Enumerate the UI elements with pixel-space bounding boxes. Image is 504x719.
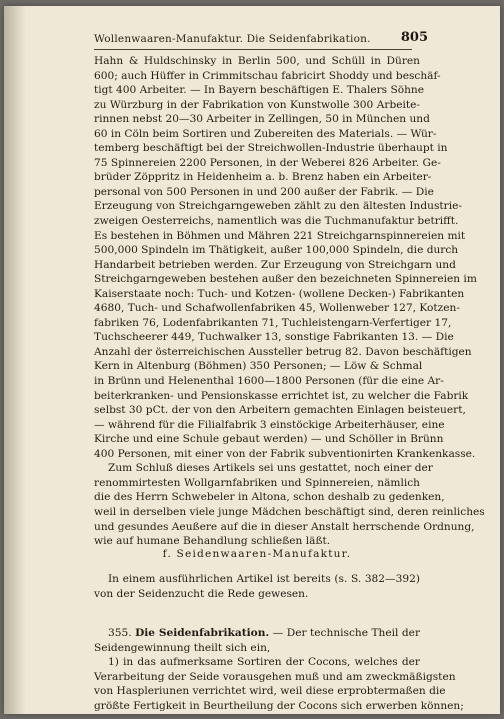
body-line: die des Herrn Schwebeler in Altona, schon deshalb zu gedenken, [94,491,445,504]
body-line: weil in derselben viele junge Mädchen beschäftigt sind, deren reinliches [94,505,485,518]
body-line: zweigen Oesterreichs, namentlich was die Tuchmanufaktur betrifft. [94,215,459,228]
body-line: personal von 500 Personen in und 200 außer der Fabrik. — Die [94,185,434,198]
para-heading-line [94,626,420,641]
body-line: Kaiserstaate noch: Tuch- und Kotzen- (wollene Decken-) Fabrikanten [94,287,465,300]
body-line: renommirtesten Wollgarnfabriken und Spinnereien, nämlich [94,476,420,489]
para-line: 1) in das aufmerksame Sortiren der Cocons, welches der [108,656,420,669]
para-line: von Haspleriunen verrichtet wird, weil diese erprobtermaßen die [94,685,446,698]
running-header [94,33,414,45]
body-line: 400 Personen, mit einer von der Fabrik subventionirten Krankenkasse. [94,447,476,460]
page-number: 805 [400,30,428,45]
body-line: und gesundes Aeußere auf die in dieser Anstalt herrschende Ordnung, [94,520,475,533]
body-line: 600; auch Hüffer in Crimmitschau fabricirt Shoddy und beschäf- [94,69,441,82]
body-line: selbst 30 pCt. der von den Arbeitern gemachten Einlagen beisteuert, [94,404,466,417]
paragraph-355 [94,626,464,713]
intro-line: von der Seidenzucht die Rede gewesen. [94,587,309,600]
body-line: Anzahl der österreichischen Aussteller betrug 82. Davon beschäftigen [94,345,472,358]
section-title: f. Seidenwaaren-Manufaktur. [162,548,352,560]
para-line: Verarbeitung der Seide vorausgehen muß und am zweckmäßigsten [94,670,456,683]
body-line: tigt 400 Arbeiter. — In Bayern beschäftigen E. Thalers Söhne [94,84,425,97]
para-line: Seidengewinnung theilt sich ein, [94,641,271,654]
intro-line: In einem ausführlichen Artikel ist bereits (s. S. 382—392) [108,573,420,585]
body-line: Kern in Altenburg (Böhmen) 350 Personen; — Löw & Schmal [94,360,423,373]
body-line: brüder Zöppritz in Heidenheim a. b. Brenz haben ein Arbeiter- [94,171,432,184]
body-line: temberg beschäftigt bei der Streichwollen-Industrie überhaupt in [94,142,448,155]
body-line: rinnen nebst 20—30 Arbeiter in Zellingen, 50 in München und [94,113,430,126]
body-line: Streichgarngeweben bestehen außer den bezeichneten Spinnereien im [94,273,477,286]
para-heading: Die Seidenfabrikation. [135,627,270,639]
body-line: Hahn & Huldschinsky in Berlin 500, und Schüll in Düren [94,55,420,67]
body-line: Erzeugung von Streichgarngeweben zählt zu den ältesten Industrie- [94,200,462,213]
body-line: zu Würzburg in der Fabrikation von Kunstwolle 300 Arbeite- [94,98,420,111]
body-text [94,54,485,549]
body-line: 60 in Cöln beim Sortiren und Zubereiten des Materials. — Wür- [94,127,437,140]
body-line: Handarbeit betrieben werden. Zur Erzeugung von Streichgarn und [94,258,456,271]
section-intro [94,572,420,601]
body-line: Kirche und eine Schule gebaut werden) — und Schöller in Brünn [94,433,444,446]
body-line: wie auf humane Behandlung schließen läßt. [94,535,331,548]
para-line: — Der technische Theil der [272,627,421,639]
header-center: Die Seidenfabrikation. [246,33,371,45]
body-line: 4680, Tuch- und Schafwollenfabriken 45, Wollenweber 127, Kotzen- [94,302,460,315]
para-line: größte Fertigkeit in Beurtheilung der Cocons sich erwerben können; [94,699,464,712]
body-line: 500,000 Spindeln im Thätigkeit, außer 100,000 Spindeln, die durch [94,244,459,257]
body-line: beiterkranken- und Pensionskasse errichtet ist, zu welcher die Fabrik [94,389,469,402]
para-number: 355. [108,627,132,639]
page-gutter-shadow [4,6,26,714]
body-line: fabriken 76, Lodenfabrikanten 71, Tuchleistengarn-Verfertiger 17, [94,316,452,329]
header-rule [94,49,412,50]
body-line: 75 Spinnereien 2200 Personen, in der Weberei 826 Arbeiter. Ge- [94,156,441,169]
body-line: — während für die Filialfabrik 3 einstöckige Arbeiterhäuser, eine [94,418,445,431]
header-left: Wollenwaaren-Manufaktur. [94,33,244,45]
body-line: Tuchscheerer 449, Tuchwalker 13, sonstige Fabrikanten 13. — Die [94,331,454,344]
body-line: in Brünn und Helenenthal 1600—1800 Personen (für die eine Ar- [94,375,444,388]
body-line: Zum Schluß dieses Artikels sei uns gestattet, noch einer der [108,462,433,475]
body-line: Es bestehen in Böhmen und Mähren 221 Streichgarnspinnereien mit [94,229,466,242]
